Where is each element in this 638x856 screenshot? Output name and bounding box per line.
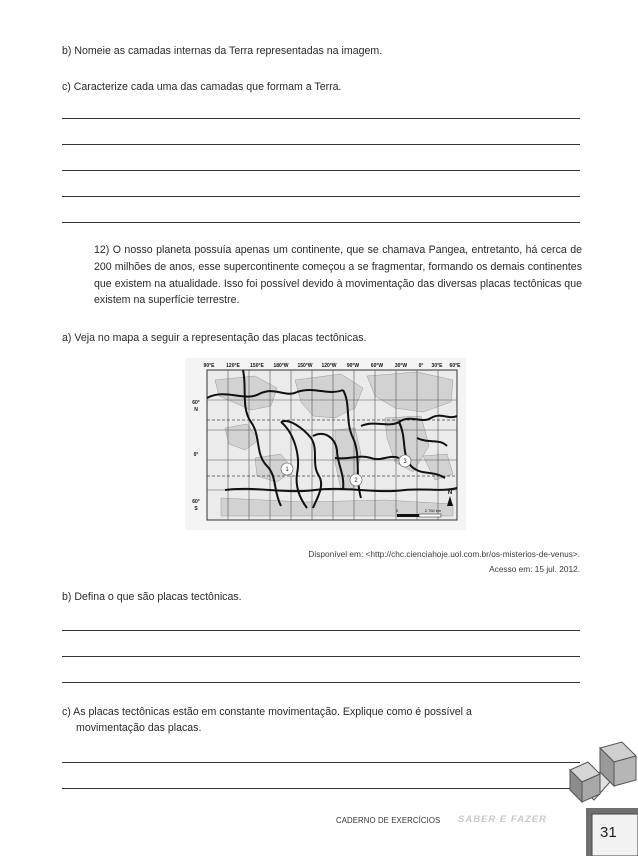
lon-label: 90°E bbox=[203, 363, 215, 369]
scale-label-end: 2.760 km bbox=[424, 508, 442, 513]
question-b-layers: b) Nomeie as camadas internas da Terra representadas na imagem. bbox=[62, 45, 383, 57]
question-c-line1: c) As placas tectônicas estão em constante movimentação. Explique como é possível a bbox=[62, 706, 472, 718]
lon-label: 150°E bbox=[250, 363, 264, 369]
map-source bbox=[220, 547, 580, 577]
scale-label-start: 0 bbox=[395, 508, 399, 513]
lon-label: 120°W bbox=[321, 363, 337, 369]
page-number: 31 bbox=[600, 824, 617, 841]
brand-logo: SABER E FAZER bbox=[458, 814, 548, 825]
answer-line[interactable] bbox=[62, 630, 580, 631]
lon-label: 90°W bbox=[346, 363, 360, 369]
lon-label: 30°E bbox=[431, 363, 443, 369]
cubes-decoration-icon bbox=[560, 740, 638, 856]
lon-label: 150°W bbox=[297, 363, 313, 369]
question-a-map: a) Veja no mapa a seguir a representação das placas tectônicas. bbox=[62, 332, 367, 344]
answer-line[interactable] bbox=[62, 682, 580, 683]
lat-label: 60° bbox=[192, 400, 200, 406]
answer-line[interactable] bbox=[62, 788, 580, 789]
question-b-define: b) Defina o que são placas tectônicas. bbox=[62, 591, 242, 603]
lon-label: 180°W bbox=[273, 363, 289, 369]
plate-marker-2: 2 bbox=[354, 478, 358, 484]
answer-line[interactable] bbox=[62, 762, 580, 763]
access-date: Acesso em: 15 jul. 2012. bbox=[489, 564, 580, 574]
lat-label: 0° bbox=[193, 452, 199, 458]
plate-marker-1: 1 bbox=[285, 467, 289, 473]
answer-line[interactable] bbox=[62, 170, 580, 171]
question-c-characterize: c) Caracterize cada uma das camadas que formam a Terra. bbox=[62, 81, 342, 93]
lat-label: S bbox=[194, 506, 198, 512]
question-c-line2: movimentação das placas. bbox=[76, 722, 202, 734]
answer-line[interactable] bbox=[62, 656, 580, 657]
lon-label: 0° bbox=[418, 363, 424, 369]
question-c-movement bbox=[62, 704, 582, 736]
answer-line[interactable] bbox=[62, 222, 580, 223]
lon-label: 30°W bbox=[394, 363, 408, 369]
lat-label: N bbox=[194, 407, 198, 413]
question-12-text: 12) O nosso planeta possuía apenas um continente, que se chamava Pangea, entretanto, há cerca de 200 milhões de anos, esse supercontinente começou a se fragmentar, formando os demais continentes que existem na atualidade. Isso foi possível devido à movimentação das diversas placas tectônicas que existem na superfície terrestre. bbox=[94, 244, 582, 307]
lon-label: 60°W bbox=[370, 363, 384, 369]
tectonic-plates-map bbox=[185, 358, 466, 530]
lat-label: 60° bbox=[192, 499, 200, 505]
answer-line[interactable] bbox=[62, 144, 580, 145]
source-line: Disponível em: <http://chc.cienciahoje.uol.com.br/os-misterios-de-venus>. bbox=[308, 549, 580, 559]
footer-label: CADERNO DE EXERCÍCIOS bbox=[336, 816, 441, 825]
answer-line[interactable] bbox=[62, 118, 580, 119]
north-label: N bbox=[447, 490, 453, 496]
answer-line[interactable] bbox=[62, 196, 580, 197]
lon-label: 120°E bbox=[226, 363, 240, 369]
lon-label: 60°E bbox=[449, 363, 461, 369]
plate-marker-3: 3 bbox=[403, 459, 407, 465]
